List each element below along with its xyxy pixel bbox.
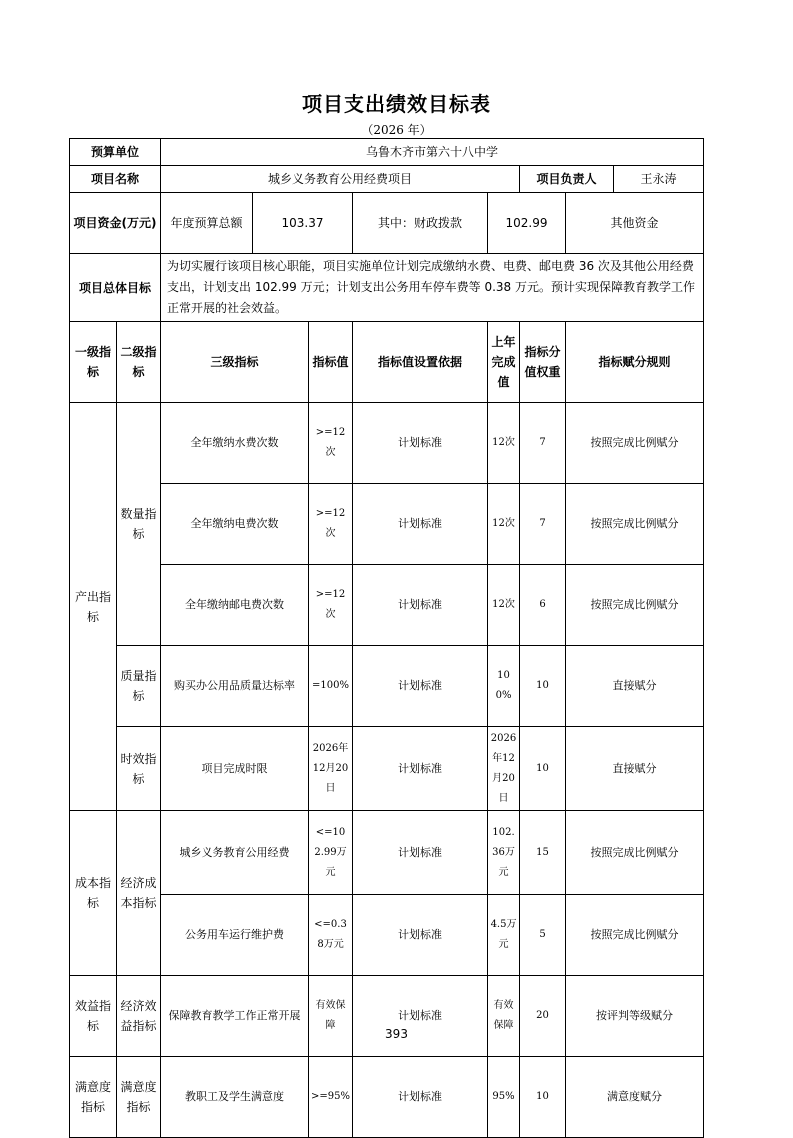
indicator-basis: 计划标准 xyxy=(353,565,488,646)
indicator-basis: 计划标准 xyxy=(353,895,488,976)
indicator-value: >=12次 xyxy=(309,484,353,565)
indicator-last: 95% xyxy=(488,1057,520,1138)
indicator-weight: 6 xyxy=(520,565,566,646)
other-label: 其他资金 xyxy=(566,193,704,254)
indicator-basis: 计划标准 xyxy=(353,403,488,484)
year-label: （2026 年） xyxy=(361,123,432,137)
indicator-weight: 10 xyxy=(520,1057,566,1138)
owner-value: 王永涛 xyxy=(614,166,704,193)
indicator-name: 项目完成时限 xyxy=(161,727,309,811)
indicator-value: >=12次 xyxy=(309,403,353,484)
fiscal-label: 其中：财政拨款 xyxy=(353,193,488,254)
indicator-last: 100% xyxy=(488,646,520,727)
indicator-rule: 按照完成比例赋分 xyxy=(566,895,704,976)
budget-unit-value: 乌鲁木齐市第六十八中学 xyxy=(161,139,704,166)
page-number: 393 xyxy=(385,1027,408,1041)
project-name-label: 项目名称 xyxy=(70,166,161,193)
page-title: 项目支出绩效目标表 xyxy=(302,92,491,116)
col-value: 指标值 xyxy=(309,322,353,403)
group-cost: 成本指标 xyxy=(70,811,117,976)
indicator-last: 有效保障 xyxy=(488,976,520,1057)
col-last-year: 上年完成值 xyxy=(488,322,520,403)
col-weight: 指标分值权重 xyxy=(520,322,566,403)
indicator-last: 12次 xyxy=(488,484,520,565)
col-rule: 指标赋分规则 xyxy=(566,322,704,403)
indicator-weight: 15 xyxy=(520,811,566,895)
col-basis: 指标值设置依据 xyxy=(353,322,488,403)
goal-text: 为切实履行该项目核心职能，项目实施单位计划完成缴纳水费、电费、邮电费 36 次及其他公用经费支出，计划支出 102.99 万元；计划支出公务用车停车费等 0.38 万元。预计实现保障教育教学工作正常开展的社会效益。 xyxy=(161,254,704,322)
indicator-value: >=12次 xyxy=(309,565,353,646)
indicator-name: 全年缴纳电费次数 xyxy=(161,484,309,565)
annual-total-value: 103.37 xyxy=(253,193,353,254)
indicator-value: 2026年12月20日 xyxy=(309,727,353,811)
goal-label: 项目总体目标 xyxy=(70,254,161,322)
indicator-value: <=0.38万元 xyxy=(309,895,353,976)
indicator-name: 教职工及学生满意度 xyxy=(161,1057,309,1138)
indicator-name: 购买办公用品质量达标率 xyxy=(161,646,309,727)
indicator-value: 有效保障 xyxy=(309,976,353,1057)
indicator-weight: 7 xyxy=(520,484,566,565)
performance-table xyxy=(69,138,704,1138)
indicator-basis: 计划标准 xyxy=(353,646,488,727)
indicator-value: <=102.99万元 xyxy=(309,811,353,895)
group-output: 产出指标 xyxy=(70,403,117,811)
indicator-value: >=95% xyxy=(309,1057,353,1138)
indicator-last: 2026年12月20日 xyxy=(488,727,520,811)
indicator-name: 全年缴纳水费次数 xyxy=(161,403,309,484)
indicator-last: 4.5万元 xyxy=(488,895,520,976)
indicator-basis: 计划标准 xyxy=(353,1057,488,1138)
group-benefit: 效益指标 xyxy=(70,976,117,1057)
indicator-rule: 按照完成比例赋分 xyxy=(566,403,704,484)
annual-total-label: 年度预算总额 xyxy=(161,193,253,254)
indicator-weight: 20 xyxy=(520,976,566,1057)
indicator-basis: 计划标准 xyxy=(353,484,488,565)
funds-label: 项目资金(万元) xyxy=(70,193,161,254)
indicator-rule: 按评判等级赋分 xyxy=(566,976,704,1057)
budget-unit-label: 预算单位 xyxy=(70,139,161,166)
indicator-rule: 按照完成比例赋分 xyxy=(566,565,704,646)
group-satisfaction: 满意度指标 xyxy=(70,1057,117,1138)
indicator-basis: 计划标准 xyxy=(353,727,488,811)
indicator-weight: 10 xyxy=(520,646,566,727)
indicator-rule: 按照完成比例赋分 xyxy=(566,484,704,565)
col-level2: 二级指标 xyxy=(117,322,161,403)
group-output-quantity: 数量指标 xyxy=(117,403,161,646)
owner-label: 项目负责人 xyxy=(520,166,614,193)
indicator-basis: 计划标准 xyxy=(353,811,488,895)
project-name-value: 城乡义务教育公用经费项目 xyxy=(161,166,520,193)
indicator-name: 保障教育教学工作正常开展 xyxy=(161,976,309,1057)
indicator-rule: 满意度赋分 xyxy=(566,1057,704,1138)
group-cost-economic: 经济成本指标 xyxy=(117,811,161,976)
indicator-name: 城乡义务教育公用经费 xyxy=(161,811,309,895)
indicator-weight: 10 xyxy=(520,727,566,811)
group-output-quality: 质量指标 xyxy=(117,646,161,727)
indicator-rule: 直接赋分 xyxy=(566,646,704,727)
indicator-last: 12次 xyxy=(488,565,520,646)
col-level1: 一级指标 xyxy=(70,322,117,403)
indicator-basis: 计划标准 xyxy=(353,976,488,1057)
indicator-last: 102.36万元 xyxy=(488,811,520,895)
fiscal-value: 102.99 xyxy=(488,193,566,254)
group-output-time: 时效指标 xyxy=(117,727,161,811)
indicator-name: 公务用车运行维护费 xyxy=(161,895,309,976)
group-satisfaction-sub: 满意度指标 xyxy=(117,1057,161,1138)
indicator-value: =100% xyxy=(309,646,353,727)
indicator-name: 全年缴纳邮电费次数 xyxy=(161,565,309,646)
indicator-rule: 直接赋分 xyxy=(566,727,704,811)
indicator-last: 12次 xyxy=(488,403,520,484)
group-benefit-economic: 经济效益指标 xyxy=(117,976,161,1057)
col-level3: 三级指标 xyxy=(161,322,309,403)
indicator-weight: 7 xyxy=(520,403,566,484)
indicator-rule: 按照完成比例赋分 xyxy=(566,811,704,895)
indicator-weight: 5 xyxy=(520,895,566,976)
